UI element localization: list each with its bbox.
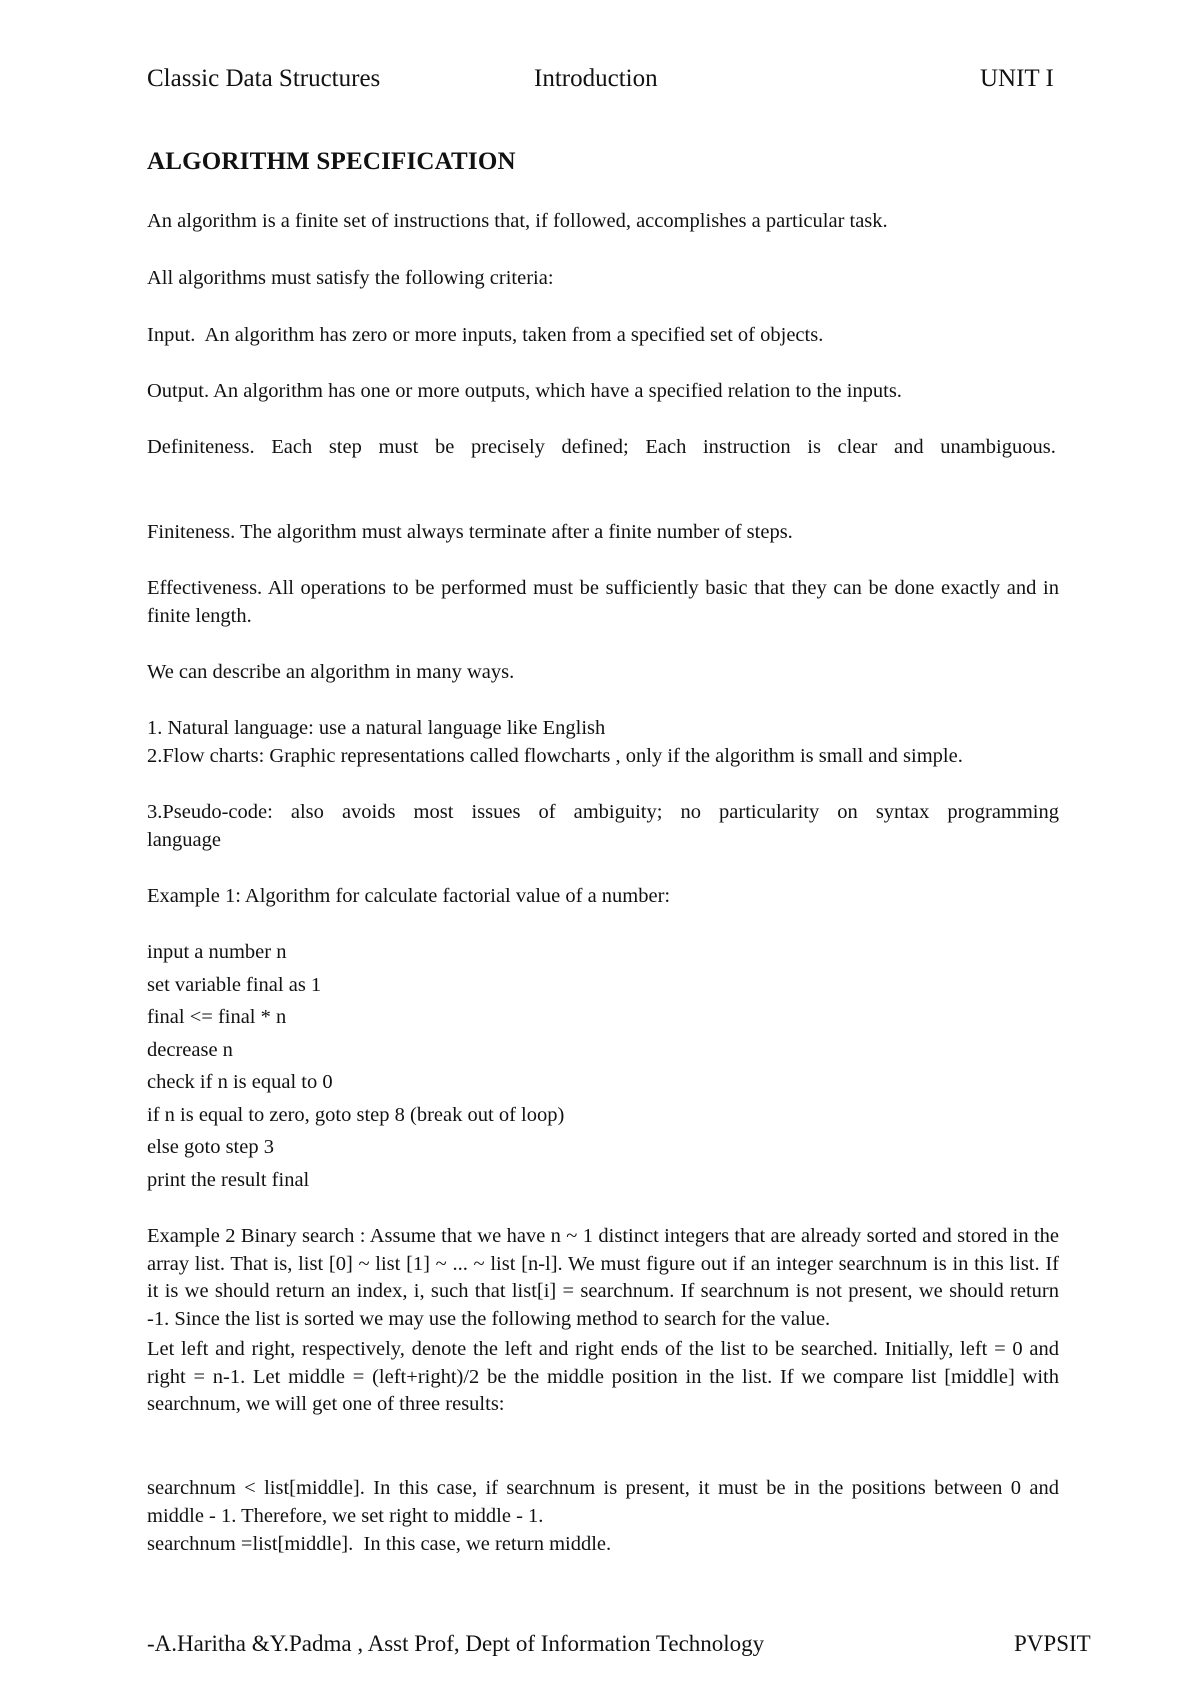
- criterion-output: [147, 378, 1059, 406]
- binary-search-case-equal: searchnum =list[middle]. In this case, we return middle.: [147, 1533, 612, 1555]
- list-item: print the result final: [147, 1168, 310, 1191]
- criteria-intro: All algorithms must satisfy the following criteria:: [147, 267, 554, 289]
- criterion-text: The algorithm must always terminate after a finite number of steps.: [235, 521, 793, 543]
- list-item: decrease n: [147, 1038, 233, 1061]
- criterion-text: An algorithm has one or more outputs, which have a specified relation to the inputs.: [209, 380, 902, 402]
- criterion-term: Input.: [147, 324, 196, 346]
- header-course-title: Classic Data Structures: [147, 65, 381, 92]
- header-unit-label: UNIT I: [980, 65, 1054, 92]
- list-item: final <= final * n: [147, 1006, 287, 1028]
- criterion-input: [147, 322, 1059, 350]
- list-item: else goto step 3: [147, 1136, 274, 1158]
- footer-institution: PVPSIT: [1014, 1631, 1091, 1656]
- header-chapter-title: Introduction: [534, 65, 658, 92]
- binary-search-case-less: searchnum < list[middle]. In this case, if searchnum is present, it must be in the positions between 0 and middle - 1. Therefore, we set right to middle - 1.: [147, 1477, 1059, 1527]
- describe-intro: We can describe an algorithm in many ways.: [147, 661, 515, 683]
- way-natural-language: 1. Natural language: use a natural language like English: [147, 717, 606, 739]
- footer-authors: -A.Haritha &Y.Padma , Asst Prof, Dept of Information Technology: [147, 1631, 765, 1656]
- criterion-term: Output.: [147, 380, 210, 402]
- example1-heading: Example 1: Algorithm for calculate factorial value of a number:: [147, 885, 671, 907]
- criterion-definiteness: [147, 434, 1059, 462]
- criterion-finiteness: [147, 519, 1059, 547]
- algorithm-definition: An algorithm is a finite set of instructions that, if followed, accomplishes a particular task.: [147, 210, 888, 232]
- section-title: ALGORITHM SPECIFICATION: [147, 148, 516, 175]
- criterion-term: Finiteness.: [147, 521, 236, 543]
- criterion-text: Each step must be precisely defined; Each instruction is clear and unambiguous.: [254, 436, 1056, 458]
- criterion-term: Effectiveness.: [147, 577, 263, 599]
- list-item: input a number n: [147, 941, 287, 963]
- example2-left-right-definition: Let left and right, respectively, denote the left and right ends of the list to be searched. Initially, left = 0 and right = n-1. Let middle = (left+right)/2 be the middle position in the list. If we compare list [middle] with searchnum, we will get one of three results:: [147, 1338, 1059, 1415]
- criterion-text: An algorithm has zero or more inputs, taken from a specified set of objects.: [195, 324, 824, 346]
- criterion-effectiveness: [147, 575, 1059, 630]
- list-item: set variable final as 1: [147, 973, 322, 996]
- example2-binary-search-intro: Example 2 Binary search : Assume that we have n ~ 1 distinct integers that are already sorted and stored in the array list. That is, list [0] ~ list [1] ~ ... ~ list [n-l]. We must figure out if an integer searchnum is in this list. If it is we should return an index, i, such that list[i] = searchnum. If searchnum is not present, we should return -1. Since the list is sorted we may use the following method to search for the value.: [147, 1225, 1059, 1330]
- criterion-term: Definiteness.: [147, 436, 255, 458]
- way-pseudo-code: 3.Pseudo-code: also avoids most issues of ambiguity; no particularity on syntax programming language: [147, 801, 1059, 851]
- factorial-steps-list: [147, 936, 564, 1196]
- list-item: if n is equal to zero, goto step 8 (break out of loop): [147, 1103, 565, 1126]
- criterion-text: All operations to be performed must be sufficiently basic that they can be done exactly and in finite length.: [147, 577, 1059, 627]
- list-item: check if n is equal to 0: [147, 1071, 333, 1093]
- way-flow-charts: 2.Flow charts: Graphic representations called flowcharts , only if the algorithm is small and simple.: [147, 745, 963, 767]
